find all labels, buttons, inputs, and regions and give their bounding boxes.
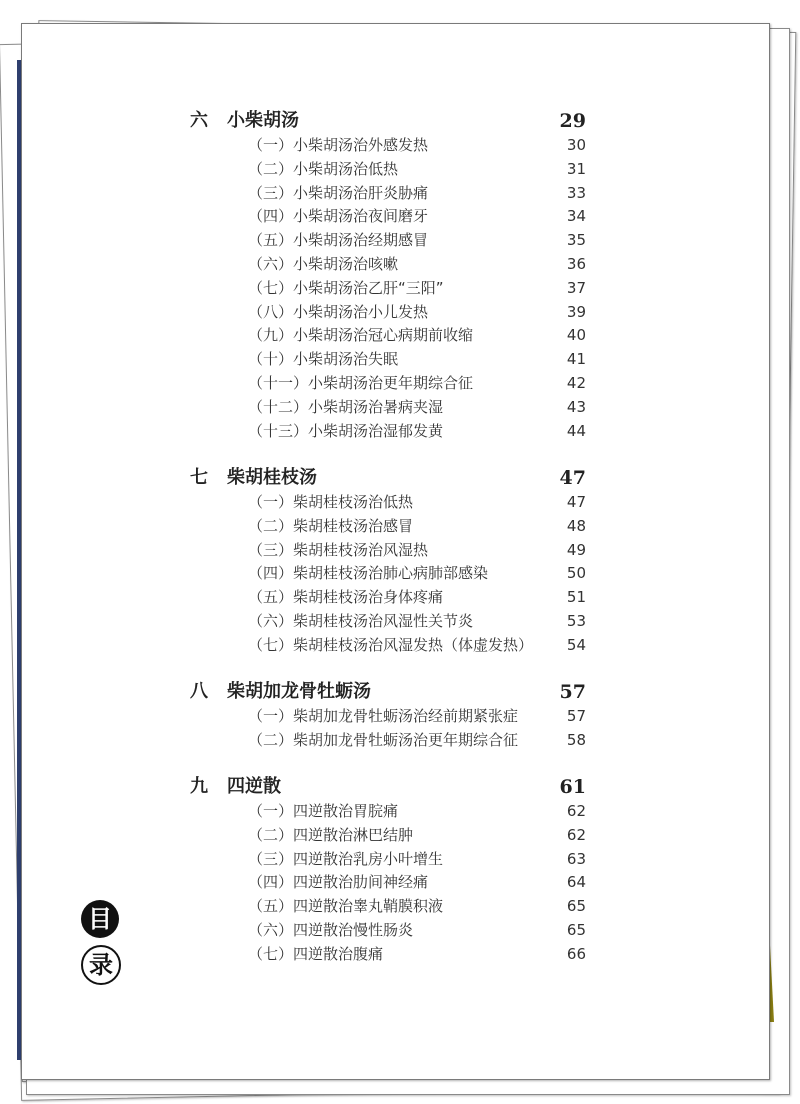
- chapter-page: 57: [559, 681, 586, 703]
- entry-title: （七）柴胡桂枝汤治风湿发热（体虚发热）: [248, 635, 534, 654]
- chapter-title: 柴胡桂枝汤: [227, 467, 317, 488]
- entry-title: （二）柴胡加龙骨牡蛎汤治更年期综合征: [248, 730, 519, 749]
- entry-title: （一）四逆散治胃脘痛: [248, 802, 399, 820]
- chapter-title: 小柴胡汤: [227, 110, 299, 131]
- chapter-heading[interactable]: [190, 774, 586, 800]
- entry-title: （一）小柴胡汤治外感发热: [248, 136, 429, 154]
- entry-title: （六）四逆散治慢性肠炎: [248, 920, 414, 939]
- chapter-heading[interactable]: [190, 108, 586, 134]
- entry-title: （三）柴胡桂枝汤治风湿热: [248, 540, 429, 559]
- toc-entry[interactable]: [190, 895, 586, 919]
- toc-entry[interactable]: [190, 396, 586, 420]
- toc-entry[interactable]: [190, 943, 586, 967]
- entry-page: 49: [566, 540, 586, 559]
- entry-page: 50: [566, 564, 586, 583]
- entry-title: （六）小柴胡汤治咳嗽: [248, 254, 399, 273]
- toc-entry[interactable]: [190, 586, 586, 610]
- entry-page: 30: [566, 136, 586, 154]
- chapter-number: 九: [190, 776, 208, 797]
- entry-page: 40: [566, 326, 586, 345]
- entry-title: （十三）小柴胡汤治湿郁发黄: [248, 421, 444, 440]
- entry-title: （五）柴胡桂枝汤治身体疼痛: [248, 588, 444, 607]
- toc-entry[interactable]: [190, 205, 586, 229]
- entry-page: 33: [566, 183, 586, 202]
- toc-section: [190, 108, 586, 443]
- entry-title: （三）小柴胡汤治肝炎胁痛: [248, 183, 429, 202]
- entry-title: （二）小柴胡汤治低热: [248, 159, 399, 178]
- toc-entry[interactable]: [190, 229, 586, 253]
- toc-entry[interactable]: [190, 372, 586, 396]
- chapter-number: 八: [190, 681, 208, 702]
- chapter-number: 六: [190, 110, 208, 131]
- entry-page: 47: [566, 493, 586, 511]
- entry-page: 53: [566, 611, 586, 630]
- entry-title: （五）小柴胡汤治经期感冒: [248, 231, 429, 250]
- chapter-title: 四逆散: [227, 776, 281, 797]
- entry-page: 36: [566, 254, 586, 273]
- entry-title: （十）小柴胡汤治失眠: [248, 350, 399, 369]
- toc-entry[interactable]: [190, 729, 586, 753]
- toc-entry[interactable]: [190, 420, 586, 444]
- entry-title: （七）小柴胡汤治乙肝“三阳”: [248, 278, 444, 297]
- entry-page: 43: [566, 397, 586, 416]
- toc-section: [190, 465, 586, 658]
- toc-entry[interactable]: [190, 824, 586, 848]
- entry-page: 37: [566, 278, 586, 297]
- entry-title: （四）柴胡桂枝汤治肺心病肺部感染: [248, 564, 489, 583]
- entry-page: 51: [566, 588, 586, 607]
- entry-page: 63: [566, 849, 586, 868]
- toc-badge-lu: 录: [81, 945, 121, 985]
- entry-title: （八）小柴胡汤治小儿发热: [248, 302, 429, 321]
- entry-page: 48: [566, 516, 586, 535]
- entry-title: （三）四逆散治乳房小叶增生: [248, 849, 444, 868]
- toc-entry[interactable]: [190, 134, 586, 158]
- entry-title: （六）柴胡桂枝汤治风湿性关节炎: [248, 611, 474, 630]
- toc-entry[interactable]: [190, 515, 586, 539]
- toc-entry[interactable]: [190, 705, 586, 729]
- entry-page: 39: [566, 302, 586, 321]
- entry-title: （二）柴胡桂枝汤治感冒: [248, 516, 414, 535]
- entry-page: 35: [566, 231, 586, 250]
- entry-title: （九）小柴胡汤治冠心病期前收缩: [248, 326, 474, 345]
- chapter-page: 61: [559, 776, 586, 798]
- entry-title: （七）四逆散治腹痛: [248, 944, 384, 963]
- entry-page: 65: [566, 920, 586, 939]
- entry-page: 62: [566, 825, 586, 844]
- chapter-heading[interactable]: [190, 679, 586, 705]
- toc-entry[interactable]: [190, 253, 586, 277]
- toc-entry[interactable]: [190, 848, 586, 872]
- toc-entry[interactable]: [190, 539, 586, 563]
- toc-entry[interactable]: [190, 919, 586, 943]
- entry-page: 64: [566, 873, 586, 892]
- entry-title: （五）四逆散治睾丸鞘膜积液: [248, 897, 444, 916]
- chapter-title: 柴胡加龙骨牡蛎汤: [227, 681, 371, 702]
- entry-page: 66: [566, 944, 586, 963]
- toc-entry[interactable]: [190, 562, 586, 586]
- entry-page: 41: [566, 350, 586, 369]
- entry-page: 62: [566, 802, 586, 820]
- toc-entry[interactable]: [190, 348, 586, 372]
- toc-entry[interactable]: [190, 324, 586, 348]
- toc-entry[interactable]: [190, 800, 586, 824]
- entry-title: （四）小柴胡汤治夜间磨牙: [248, 207, 429, 226]
- entry-page: 65: [566, 897, 586, 916]
- chapter-page: 29: [559, 110, 586, 132]
- entry-page: 42: [566, 373, 586, 392]
- toc-entry[interactable]: [190, 301, 586, 325]
- entry-title: （一）柴胡桂枝汤治低热: [248, 493, 414, 511]
- entry-page: 34: [566, 207, 586, 226]
- entry-page: 58: [566, 730, 586, 749]
- toc-entry[interactable]: [190, 182, 586, 206]
- entry-page: 54: [566, 635, 586, 654]
- entry-title: （十一）小柴胡汤治更年期综合征: [248, 373, 474, 392]
- entry-title: （一）柴胡加龙骨牡蛎汤治经前期紧张症: [248, 707, 519, 725]
- toc-entry[interactable]: [190, 158, 586, 182]
- entry-title: （四）四逆散治肋间神经痛: [248, 873, 429, 892]
- entry-page: 57: [566, 707, 586, 725]
- toc-badge-mu: 目: [81, 900, 119, 938]
- toc-entry[interactable]: [190, 610, 586, 634]
- entry-page: 31: [566, 159, 586, 178]
- chapter-number: 七: [190, 467, 208, 488]
- chapter-page: 47: [559, 467, 586, 489]
- toc-entry[interactable]: [190, 634, 586, 658]
- toc-entry[interactable]: [190, 277, 586, 301]
- entry-title: （二）四逆散治淋巴结肿: [248, 825, 414, 844]
- toc-section: [190, 679, 586, 753]
- toc-entry[interactable]: [190, 491, 586, 515]
- toc-entry[interactable]: [190, 871, 586, 895]
- entry-title: （十二）小柴胡汤治暑病夹湿: [248, 397, 444, 416]
- chapter-heading[interactable]: [190, 465, 586, 491]
- entry-page: 44: [566, 421, 586, 440]
- toc-section: [190, 774, 586, 967]
